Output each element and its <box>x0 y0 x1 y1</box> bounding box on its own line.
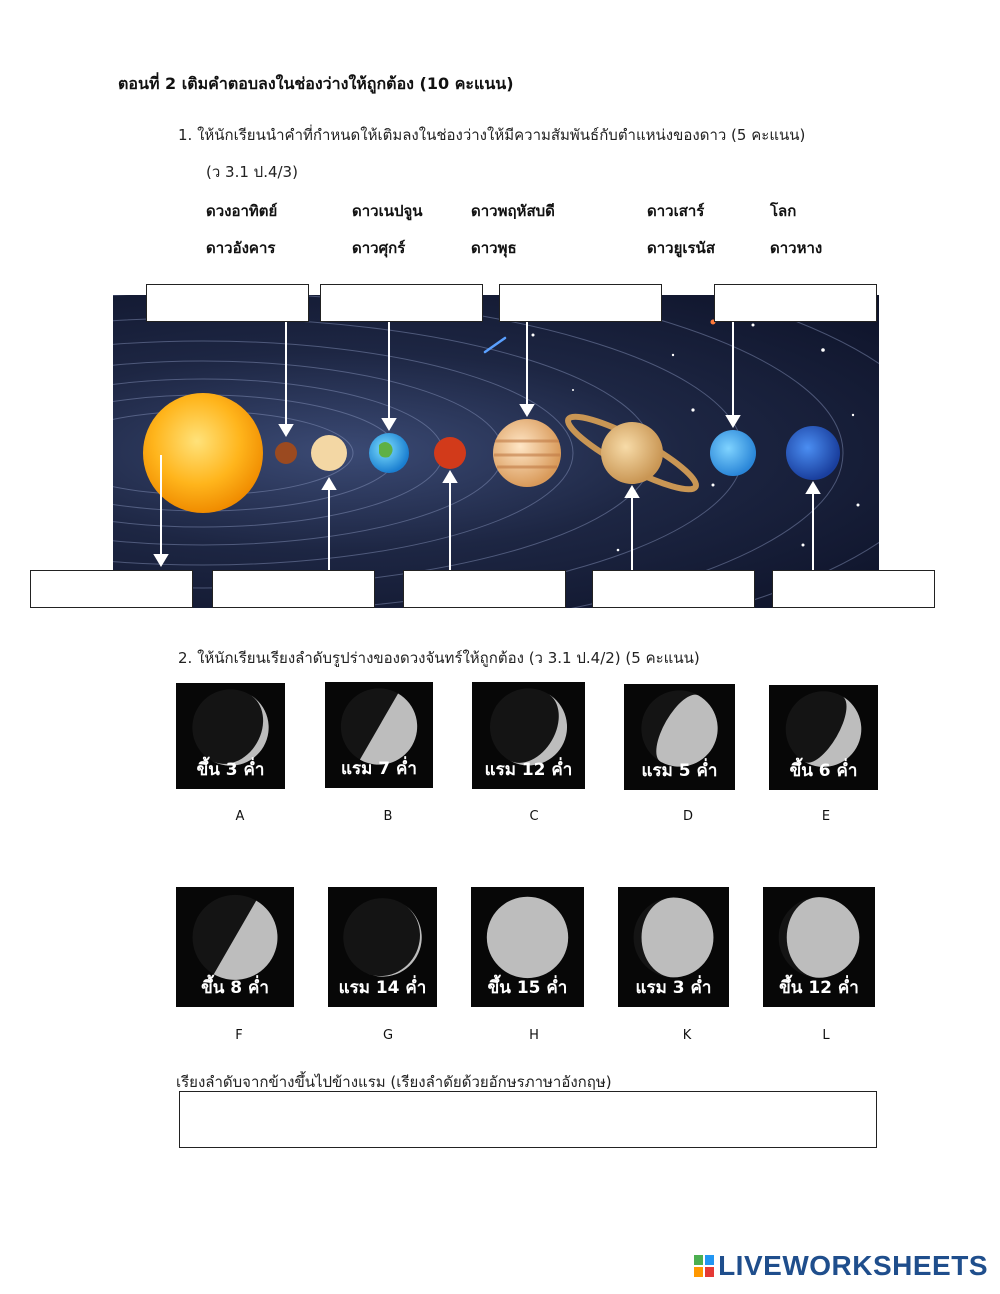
moon-letter: B <box>383 809 393 824</box>
section-title: ตอนที่ 2 เติมคำตอบลงในช่องว่างให้ถูกต้อง (10 คะแนน) <box>118 74 514 93</box>
answer-box-saturn[interactable] <box>592 570 755 608</box>
moon-card <box>618 887 729 1007</box>
moon-lit-portion <box>487 897 568 978</box>
answer-box-sun[interactable] <box>30 570 193 608</box>
moon-card <box>624 684 735 790</box>
ordering-instruction: เรียงลำดับจากข้างขึ้นไปข้างแรม (เรียงลำดัยด้วยอักษรภาษาอังกฤษ) <box>176 1073 612 1091</box>
moon-phase-label: ขึ้น 8 ค่ำ <box>201 978 269 998</box>
logo-text: LIVEWORKSHEETS <box>718 1250 988 1281</box>
moon-phase-label: ขึ้น 12 ค่ำ <box>779 978 859 998</box>
moon-phase-label: แรม 12 ค่ำ <box>484 760 573 780</box>
moon-phase-label: แรม 7 ค่ำ <box>341 759 417 779</box>
word-bank-item: ดาวพฤหัสบดี <box>471 202 555 220</box>
word-bank-item: ดวงอาทิตย์ <box>206 202 278 220</box>
answer-box-neptune[interactable] <box>772 570 935 608</box>
moon-card <box>472 682 585 789</box>
word-bank-item: ดาวหาง <box>770 239 823 257</box>
liveworksheets-logo <box>694 1250 988 1282</box>
logo-mark-icon <box>694 1255 714 1277</box>
solar-system-image <box>113 295 879 608</box>
moon-letter: K <box>682 1028 692 1043</box>
moon-phase-label: แรม 3 ค่ำ <box>635 978 712 998</box>
moon-phase-label: ขึ้น 15 ค่ำ <box>487 978 568 998</box>
word-bank-item: ดาวศุกร์ <box>352 239 406 257</box>
answer-box-venus[interactable] <box>212 570 375 608</box>
moon-card <box>176 887 294 1007</box>
moon-phase-label: แรม 14 ค่ำ <box>338 978 427 998</box>
answer-box-earth[interactable] <box>320 284 483 322</box>
moon-lit-portion <box>642 897 714 977</box>
word-bank-item: โลก <box>770 202 797 220</box>
moon-letter: H <box>529 1028 539 1043</box>
word-bank-item: ดาวพุธ <box>471 239 517 257</box>
moon-phase-label: ขึ้น 3 ค่ำ <box>196 760 265 780</box>
moon-letter: L <box>822 1028 830 1043</box>
answer-box-mars[interactable] <box>403 570 566 608</box>
word-bank-item: ดาวเสาร์ <box>647 202 705 220</box>
answer-box-jupiter[interactable] <box>499 284 662 322</box>
answer-box-mercury[interactable] <box>146 284 309 322</box>
moon-phase-label: ขึ้น 6 ค่ำ <box>789 761 858 781</box>
moon-letter: G <box>382 1028 394 1043</box>
word-bank-item: ดาวอังคาร <box>206 239 276 257</box>
answer-box-uranus[interactable] <box>714 284 877 322</box>
moon-card <box>763 887 875 1007</box>
ordering-answer-box[interactable] <box>179 1091 877 1148</box>
question-1-text: 1. ให้นักเรียนนำคำที่กำหนดให้เติมลงในช่องว่างให้มีความสัมพันธ์กับตำแหน่งของดาว (5 คะแนน) <box>178 126 806 144</box>
moon-card <box>471 887 584 1007</box>
moon-letter: E <box>821 809 831 824</box>
moon-letter: A <box>235 809 245 824</box>
moon-card <box>328 887 437 1007</box>
moon-card <box>769 685 878 790</box>
word-bank-item: ดาวยูเรนัส <box>647 239 715 257</box>
moon-card <box>176 683 285 789</box>
word-bank-item: ดาวเนปจูน <box>352 202 423 220</box>
solar-system-illustration <box>113 295 879 608</box>
moon-lit-portion <box>787 897 860 978</box>
moon-phase-label: แรม 5 ค่ำ <box>641 761 718 781</box>
moon-letter: F <box>235 1028 243 1043</box>
question-2-text: 2. ให้นักเรียนเรียงลำดับรูปร่างของดวงจันทร์ให้ถูกต้อง (ว 3.1 ป.4/2) (5 คะแนน) <box>178 649 700 667</box>
question-1-indicator: (ว 3.1 ป.4/3) <box>206 163 298 181</box>
moon-letter: D <box>682 809 693 824</box>
moon-card <box>325 682 433 788</box>
moon-letter: C <box>529 809 539 824</box>
